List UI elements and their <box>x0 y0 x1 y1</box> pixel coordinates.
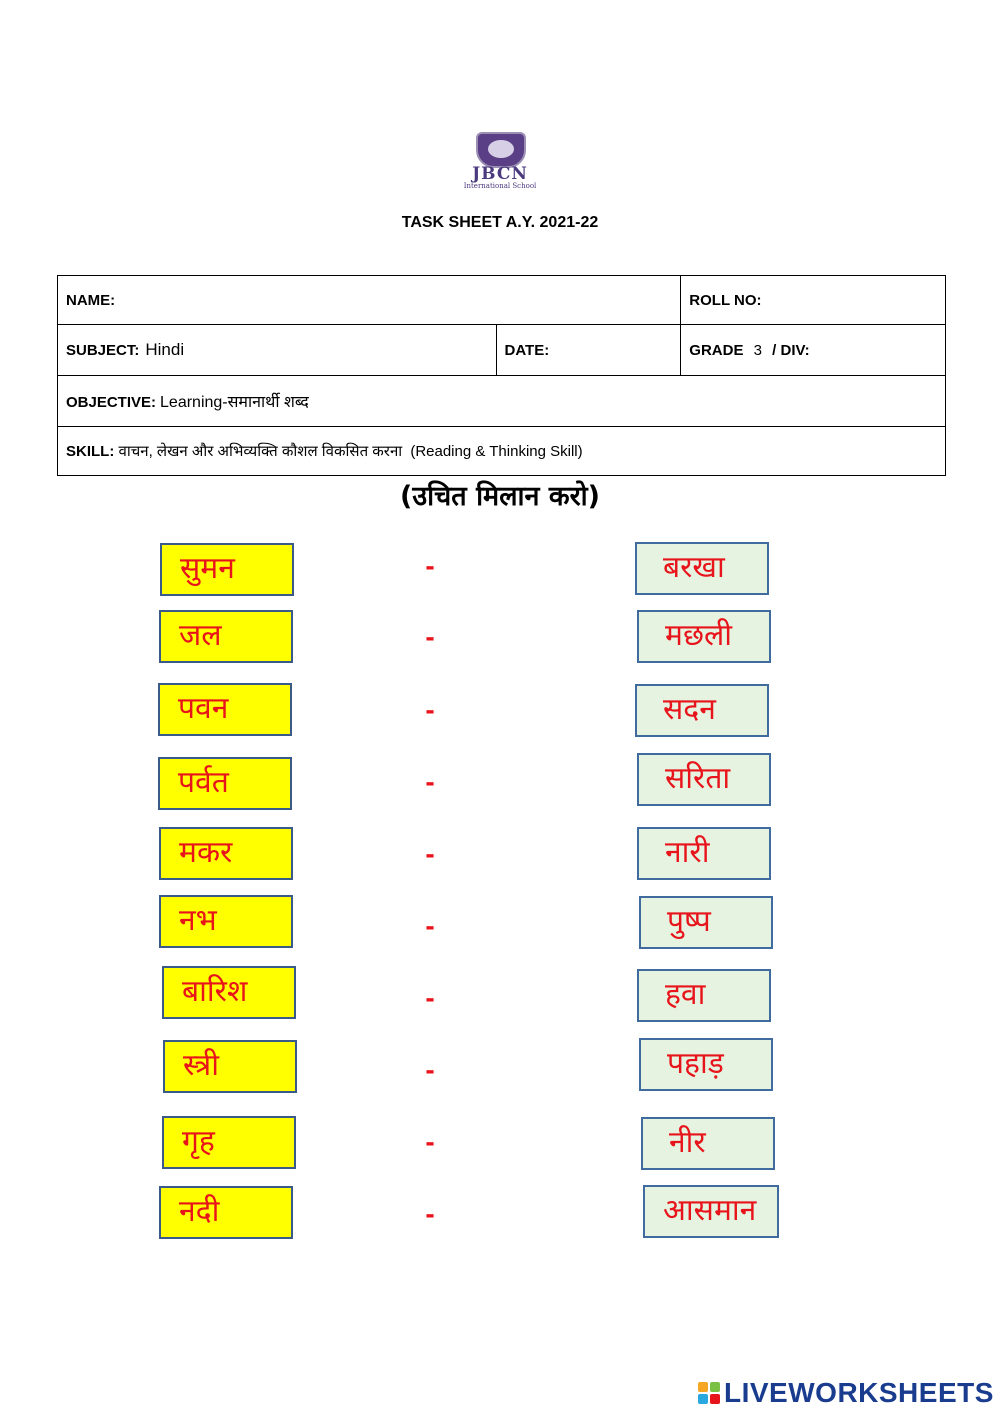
div-label: / DIV: <box>772 341 810 359</box>
roll-cell[interactable] <box>681 276 946 325</box>
skill-english: (Reading & Thinking Skill) <box>410 443 583 460</box>
right-word-box[interactable]: पहाड़ <box>639 1038 773 1091</box>
grade-value: 3 <box>753 341 762 359</box>
right-word-box[interactable]: नीर <box>641 1117 775 1170</box>
left-word-box[interactable]: नदी <box>159 1186 293 1239</box>
liveworksheets-brand: LIVEWORKSHEETS <box>724 1377 994 1408</box>
subject-cell <box>58 325 497 376</box>
match-dash: - <box>425 766 435 797</box>
grade-label: GRADE <box>689 341 744 359</box>
left-word-box[interactable]: पवन <box>158 683 292 736</box>
school-logo <box>448 130 552 192</box>
skill-value: वाचन, लेखन और अभिव्यक्ति कौशल विकसित करना <box>118 443 403 460</box>
left-word-box[interactable]: नभ <box>159 895 293 948</box>
left-word-box[interactable]: स्त्री <box>163 1040 297 1093</box>
left-word-box[interactable]: सुमन <box>160 543 294 596</box>
objective-value: Learning-समानार्थी शब्द <box>160 394 309 411</box>
right-word-box[interactable]: हवा <box>637 969 771 1022</box>
match-dash: - <box>425 694 435 725</box>
name-cell[interactable] <box>58 276 681 325</box>
skill-label: SKILL: <box>66 443 115 460</box>
left-word-box[interactable]: बारिश <box>162 966 296 1019</box>
match-dash: - <box>425 550 435 581</box>
student-info-table <box>57 275 946 476</box>
liveworksheets-logo-icon <box>698 1382 720 1404</box>
objective-label: OBJECTIVE: <box>66 394 157 411</box>
match-dash: - <box>425 910 435 941</box>
info-row-skill <box>58 427 946 476</box>
date-cell[interactable] <box>496 325 681 376</box>
left-word-box[interactable]: जल <box>159 610 293 663</box>
left-word-box[interactable]: मकर <box>159 827 293 880</box>
right-word-box[interactable]: बरखा <box>635 542 769 595</box>
left-word-box[interactable]: पर्वत <box>158 757 292 810</box>
match-dash: - <box>425 1054 435 1085</box>
shield-icon <box>476 132 526 168</box>
instruction-heading: (उचित मिलान करो) <box>400 481 600 512</box>
match-dash: - <box>425 838 435 869</box>
match-dash: - <box>425 1198 435 1229</box>
right-word-box[interactable]: सरिता <box>637 753 771 806</box>
roll-label: ROLL NO: <box>689 291 762 309</box>
name-label: NAME: <box>66 291 116 309</box>
liveworksheets-footer[interactable] <box>698 1376 994 1410</box>
right-word-box[interactable]: पुष्प <box>639 896 773 949</box>
logo-name: JBCN <box>472 164 528 184</box>
right-word-box[interactable]: सदन <box>635 684 769 737</box>
right-word-box[interactable]: आसमान <box>643 1185 779 1238</box>
subject-label: SUBJECT: <box>66 342 140 359</box>
logo-subtitle: International School <box>463 182 537 190</box>
sheet-title: TASK SHEET A.Y. 2021-22 <box>401 214 599 231</box>
globe-icon <box>488 140 514 158</box>
subject-value: Hindi <box>145 340 185 359</box>
info-row-name <box>58 276 946 325</box>
skill-cell <box>58 427 946 476</box>
match-dash: - <box>425 1126 435 1157</box>
right-word-box[interactable]: नारी <box>637 827 771 880</box>
match-dash: - <box>425 982 435 1013</box>
match-dash: - <box>425 621 435 652</box>
date-label: DATE: <box>504 341 550 359</box>
grade-cell[interactable] <box>681 325 946 376</box>
right-word-box[interactable]: मछली <box>637 610 771 663</box>
info-row-objective <box>58 376 946 427</box>
left-word-box[interactable]: गृह <box>162 1116 296 1169</box>
info-row-subject <box>58 325 946 376</box>
objective-cell <box>58 376 946 427</box>
